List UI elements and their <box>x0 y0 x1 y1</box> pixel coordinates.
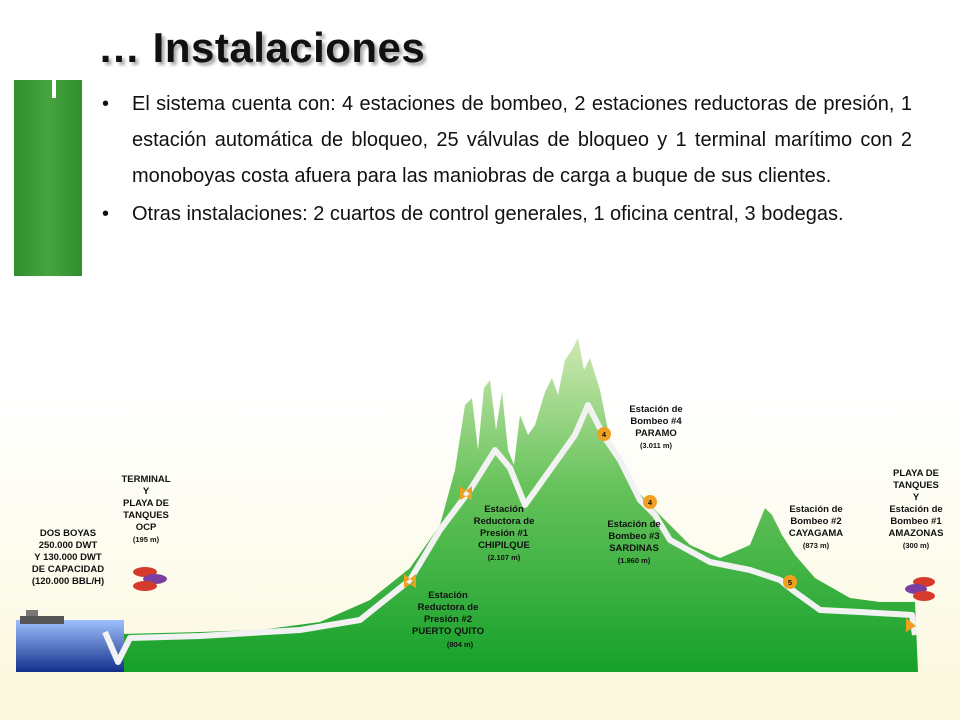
label-bombeo-4 <box>629 404 682 450</box>
svg-text:(873 m): (873 m) <box>802 541 830 550</box>
svg-text:(3.011 m): (3.011 m) <box>639 441 673 450</box>
svg-text:4: 4 <box>601 430 607 439</box>
tanks-icon <box>905 577 935 601</box>
svg-text:(120.000 BBL/H): (120.000 BBL/H) <box>31 576 105 587</box>
svg-text:PUERTO QUITO: PUERTO QUITO <box>412 626 484 637</box>
svg-text:Reductora de: Reductora de <box>417 602 479 613</box>
ship-icon <box>20 616 64 624</box>
svg-text:TANQUES: TANQUES <box>123 510 169 521</box>
svg-text:Bombeo #1: Bombeo #1 <box>890 516 942 527</box>
svg-text:PARAMO: PARAMO <box>635 428 677 439</box>
svg-text:Y 130.000 DWT: Y 130.000 DWT <box>34 552 102 563</box>
svg-text:(1.960 m): (1.960 m) <box>617 556 651 565</box>
svg-text:(2.107 m): (2.107 m) <box>487 553 521 562</box>
svg-text:Estación de: Estación de <box>629 404 683 415</box>
bullet-glyph: • <box>102 93 110 115</box>
svg-text:Estación de: Estación de <box>607 519 661 530</box>
ship-cabin <box>26 610 38 616</box>
svg-text:CAYAGAMA: CAYAGAMA <box>788 528 844 539</box>
svg-text:TERMINAL: TERMINAL <box>121 474 171 485</box>
svg-text:Estación de: Estación de <box>889 504 943 515</box>
svg-text:Bombeo #3: Bombeo #3 <box>608 531 660 542</box>
svg-text:250.000 DWT: 250.000 DWT <box>38 540 98 551</box>
svg-text:TANQUES: TANQUES <box>893 480 939 491</box>
svg-text:SARDINAS: SARDINAS <box>609 543 659 554</box>
bullet-item <box>100 196 912 232</box>
svg-text:Y: Y <box>912 492 920 503</box>
bullet-text: Otras instalaciones: 2 cuartos de control generales, 1 oficina central, 3 bodegas. <box>132 203 844 225</box>
svg-text:CHIPILQUE: CHIPILQUE <box>478 540 530 551</box>
label-bombeo-2 <box>789 504 843 550</box>
svg-text:Estación: Estación <box>484 504 524 515</box>
label-terminal <box>121 474 170 544</box>
label-buoys <box>32 528 104 587</box>
company-logo-icon <box>14 18 80 102</box>
svg-text:DE CAPACIDAD: DE CAPACIDAD <box>31 564 105 575</box>
svg-text:5: 5 <box>787 578 793 587</box>
green-side-bar <box>14 80 82 276</box>
bullet-list <box>100 86 912 234</box>
svg-text:Bombeo #2: Bombeo #2 <box>790 516 842 527</box>
pump-marker-icon <box>597 427 611 441</box>
pipeline-profile-diagram <box>0 330 960 680</box>
svg-text:Presión #2: Presión #2 <box>423 614 473 625</box>
svg-text:AMAZONAS: AMAZONAS <box>888 528 944 539</box>
pump-marker-icon <box>783 575 797 589</box>
svg-text:Reductora de: Reductora de <box>473 516 535 527</box>
svg-text:(804 m): (804 m) <box>446 640 474 649</box>
svg-text:(300 m): (300 m) <box>902 541 930 550</box>
svg-text:Y: Y <box>142 486 150 497</box>
pump-marker-icon <box>643 495 657 509</box>
bullet-item <box>100 86 912 194</box>
svg-text:PLAYA DE: PLAYA DE <box>123 498 169 509</box>
slide-title: … Instalaciones <box>98 24 426 71</box>
svg-text:Estación: Estación <box>428 590 468 601</box>
svg-text:4: 4 <box>647 498 653 507</box>
svg-text:PLAYA DE: PLAYA DE <box>893 468 939 479</box>
bullet-glyph: • <box>102 203 110 225</box>
svg-text:(195 m): (195 m) <box>132 535 160 544</box>
bullet-text: El sistema cuenta con: 4 estaciones de bombeo, 2 estaciones reductoras de presión, 1 estación automática de bloqueo, 25 válvulas de bloqueo y 1 terminal marítimo con 2 monoboyas costa afuera para las maniobras de carga a buque de sus clientes. <box>132 93 912 187</box>
svg-text:DOS BOYAS: DOS BOYAS <box>39 528 97 539</box>
label-bombeo-1 <box>889 468 944 550</box>
svg-text:OCP: OCP <box>135 522 157 533</box>
svg-text:Bombeo #4: Bombeo #4 <box>630 416 682 427</box>
svg-text:Presión #1: Presión #1 <box>479 528 529 539</box>
tanks-icon <box>133 567 167 591</box>
svg-text:Estación de: Estación de <box>789 504 843 515</box>
